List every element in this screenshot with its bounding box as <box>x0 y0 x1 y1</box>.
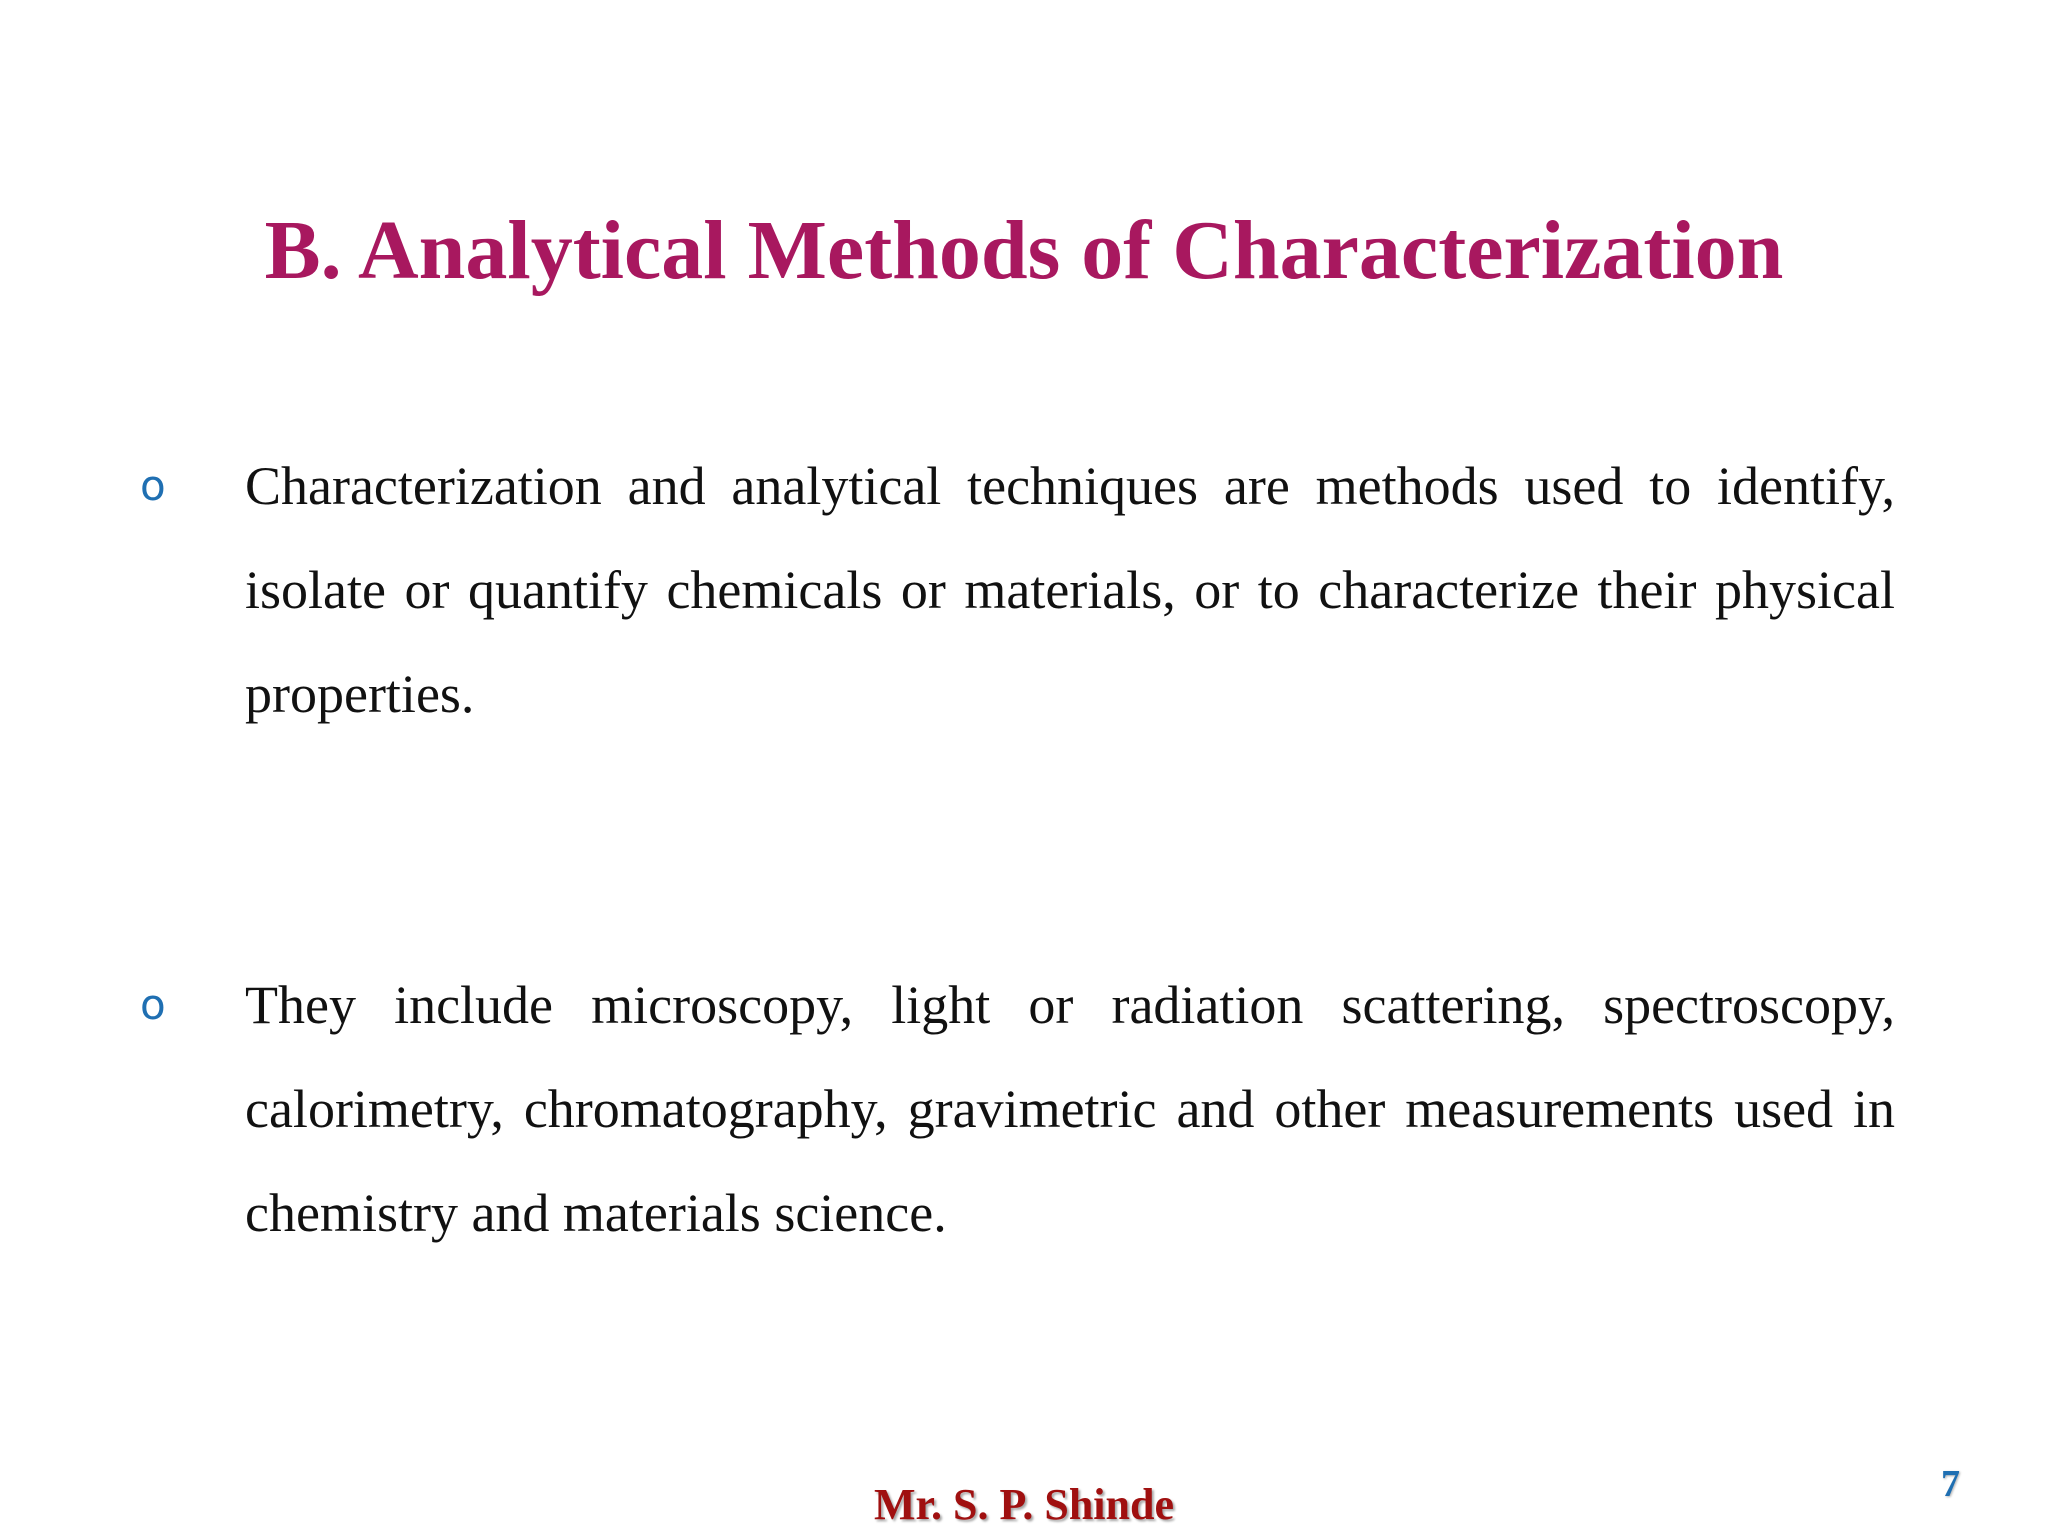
slide-title: B. Analytical Methods of Characterization <box>264 204 1784 297</box>
bullet-text: They include microscopy, light or radiation scattering, spectroscopy, calorimetry, chromatography, gravimetric and other measurements used in chemistry and materials science. <box>245 975 1895 1243</box>
author-footer: Mr. S. P. Shinde <box>874 1480 1174 1529</box>
page-number: 7 <box>1941 1463 1960 1505</box>
bullet-marker-icon: o <box>140 461 166 510</box>
bullet-marker-icon: o <box>140 980 166 1029</box>
bullet-text: Characterization and analytical techniques are methods used to identify, isolate or quantify chemicals or materials, or to characterize their physical properties. <box>245 456 1895 724</box>
